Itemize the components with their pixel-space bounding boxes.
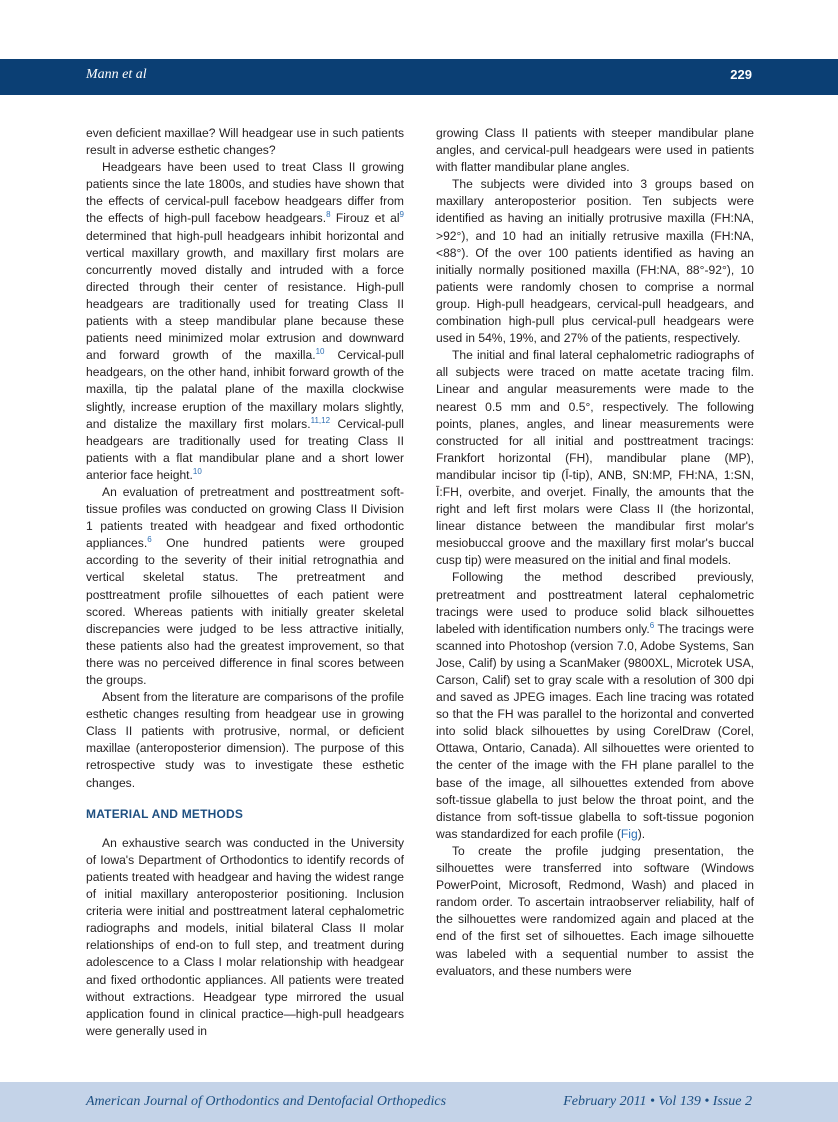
paragraph: An exhaustive search was conducted in the University of Iowa's Department of Orthodontics to identify records of patients treated with headgear and having the widest range of initial maxillary anteroposterior positioning. Inclusion criteria were initial and posttreatment lateral cephalometric radiographs and models, initial bilateral Class II molar relationships of end-on to full step, and treatment during adolescence to a Class I molar relationship with headgear and fixed orthodontic appliances. All patients were treated without extractions. Headgear type mirrored the usual application found in clinical practice—high-pull headgears were generally used in [86,835,404,1038]
reference-link[interactable]: 11,12 [310,415,331,425]
paragraph: even deficient maxillae? Will headgear use in such patients result in adverse esthetic changes? [86,126,404,158]
right-column [436,125,754,980]
section-heading: MATERIAL AND METHODS [86,806,244,821]
reference-link[interactable]: 10 [192,466,202,476]
paragraph: Absent from the literature are comparisons of the profile esthetic changes resulting from headgear use in growing Class II patients with protrusive, normal, or deficient maxillae (anteroposterior dimension). The purpose of this retrospective study was to investigate these esthetic changes. [86,690,404,790]
paragraph: The subjects were divided into 3 groups based on maxillary anteroposterior position. Ten subjects were identified as having an initially protrusive maxilla (FH:NA, >92°), and 10 had an initially retrusive maxilla (FH:NA, <88°). Of the over 100 patients identified as having an initially normally positioned maxilla (FH:NA, 88°-92°), 10 patients were randomly chosen to comprise a normal group. High-pull headgears, cervical-pull headgears, and combination high-pull plus cervical-pull headgears were used in 54%, 19%, and 27% of the patients, respectively. [436,177,754,346]
figure-link[interactable]: Fig [620,826,638,841]
issue-info: February 2011 • Vol 139 • Issue 2 [563,1094,752,1109]
paragraph: Following the method described previously, pretreatment and posttreatment lateral cephalometric tracings were used to produce solid black silhouettes labeled with identification numbers only.$^6$ The tracings were scanned into Photoshop (version 7.0, Adobe Systems, San Jose, Calif) by using a ScanMaker (9800XL, Microtek USA, Carson, Calif) set to gray scale with a resolution of 300 dpi and saved as JPEG images. Each line tracing was rotated so that the FH was parallel to the horizontal and converted into solid black silhouettes by using CorelDraw (Corel, Ottawa, Ontario, Canada). All silhouettes were oriented to the center of the image with the FH plane parallel to the base of the image, all silhouettes extended from above soft-tissue glabella to just below the throat point, and the distance from soft-tissue glabella to soft-tissue pogonion was standardized for each profile (Fig). [436,570,754,841]
reference-link[interactable]: 9 [399,210,404,220]
reference-link[interactable]: 6 [147,535,152,545]
paragraph: The initial and final lateral cephalometric radiographs of all subjects were traced on matte acetate tracing film. Linear and angular measurements were made to the nearest 0.5 mm and 0.5°, respectively. The following points, planes, angles, and linear measurements were constructed for all initial and posttreatment tracings: Frankfort horizontal (FH), mandibular plane (MP), mandibular incisor tip (Ī-tip), ANB, SN:MP, FH:NA, 1:SN, Ī:FH, overbite, and overjet. Finally, the amounts that the right and left first molars were Class II (the horizontal, linear distance between the mandibular first molar's mesiobuccal groove and the maxillary first molar's buccal cusp tip) were measured on the initial and final models. [436,348,754,568]
reference-link[interactable]: 10 [315,347,325,357]
left-column [86,125,404,1040]
paragraph: An evaluation of pretreatment and posttreatment soft-tissue profiles was conducted on growing Class II Division 1 patients treated with headgear and fixed orthodontic appliances.$^6$ One hundred patients were grouped according to the severity of their initial retrognathia and vertical skeletal status. The pretreatment and posttreatment profile silhouettes of each patient were scored. Whereas patients with initially greater skeletal discrepancies were judged to be less attractive initially, these patients also had the greatest improvement, so that there was no perceived difference in final scores between the groups. [86,484,404,687]
reference-link[interactable]: 8 [326,210,331,220]
page-number: 229 [730,67,752,82]
reference-link[interactable]: 6 [649,620,655,630]
paragraph: Headgears have been used to treat Class II growing patients since the late 1800s, and studies have shown that the effects of cervical-pull facebow headgears differ from the effects of high-pull facebow headgears.$^8$ Firouz et $al^9$ determined that high-pull headgears inhibit horizontal and vertical maxillary growth, and maxillary first molars are concurrently moved distally and intruded with a force directed through their center of resistance. High-pull headgears are traditionally used for treating Class II patients with a steep mandibular plane because these patients need minimized molar extrusion and downward and forward growth of the maxilla.$^{10}$ Cervical-pull headgears, on the other hand, inhibit forward growth of the maxilla, tip the palatal plane of the maxilla clockwise slightly, increase eruption of the maxillary molars slightly, and distalize the maxillary first molars.$^{11,12}$ Cervical-pull headgears are traditionally used for treating Class II patients with a flat mandibular plane and a short lower anterior face height.$^{10}$ [86,160,404,482]
paragraph: growing Class II patients with steeper mandibular plane angles, and cervical-pull headgears were used in patients with flatter mandibular plane angles. [436,126,754,175]
running-header [0,59,838,95]
journal-title: American Journal of Orthodontics and Dentofacial Orthopedics [86,1094,447,1109]
running-footer [0,1082,838,1122]
paragraph: To create the profile judging presentation, the silhouettes were transferred into software (Windows PowerPoint, Microsoft, Redmond, Wash) and placed in random order. To ascertain intraobserver reliability, half of the silhouettes were randomized again and placed at the end of the first set of silhouettes. Each image silhouette was labeled with a sequential number to assist the evaluators, and these numbers were [436,843,754,978]
running-head-author: Mann et al [86,67,147,82]
